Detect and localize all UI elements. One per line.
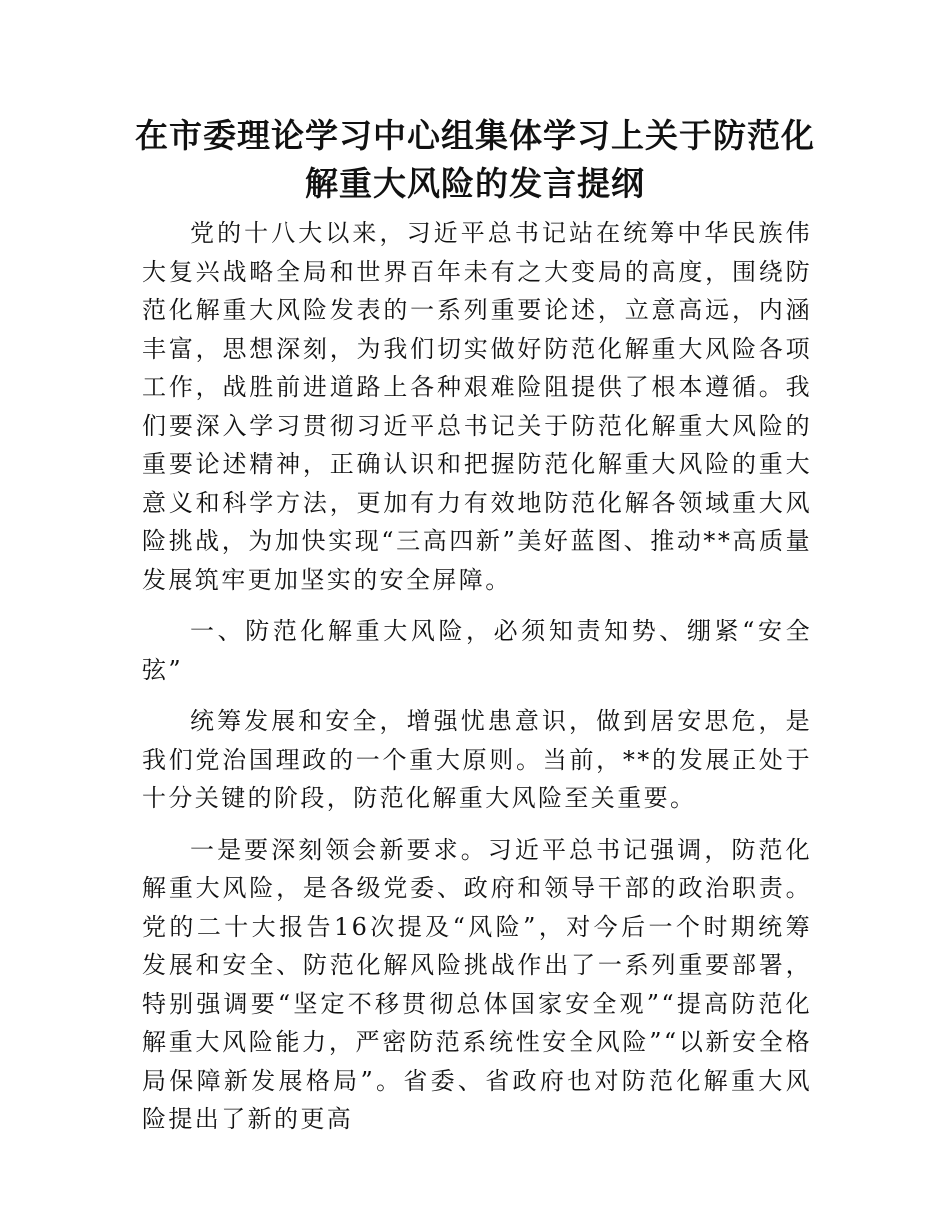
intro-paragraph: 党的十八大以来，习近平总书记站在统筹中华民族伟大复兴战略全局和世界百年未有之大变局的高度，围绕防范化解重大风险发表的一系列重要论述，立意高远，内涵丰富，思想深刻，为我们切实做好防范化解重大风险各项工作，战胜前进道路上各种艰难险阻提供了根本遵循。我们要深入学习贯彻习近平总书记关于防范化解重大风险的重要论述精神，正确认识和把握防范化解重大风险的重大意义和科学方法，更加有力有效地防范化解各领域重大风险挑战，为加快实现“三高四新”美好蓝图、推动**高质量发展筑牢更加坚实的安全屏障。 [142, 219, 812, 594]
point-paragraph-1: 一是要深刻领会新要求。习近平总书记强调，防范化解重大风险，是各级党委、政府和领导干部的政治职责。党的二十大报告16次提及“风险”，对今后一个时期统筹发展和安全、防范化解风险挑战作出了一系列重要部署，特别强调要“坚定不移贯彻总体国家安全观”“提高防范化解重大风险能力，严密防范系统性安全风险”“以新安全格局保障新发展格局”。省委、省政府也对防范化解重大风险提出了新的更高 [142, 835, 812, 1133]
document-title [120, 112, 830, 208]
section-paragraph: 统筹发展和安全，增强忧患意识，做到居安思危，是我们党治国理政的一个重大原则。当前，**的发展正处于十分关键的阶段，防范化解重大风险至关重要。 [142, 707, 812, 812]
title-line-2: 解重大风险的发言提纲 [305, 164, 645, 203]
section-heading-1: 一、防范化解重大风险，必须知责知势、绷紧“安全弦” [142, 617, 812, 684]
document-body [142, 214, 812, 1152]
title-line-1: 在市委理论学习中心组集体学习上关于防范化 [135, 116, 815, 155]
